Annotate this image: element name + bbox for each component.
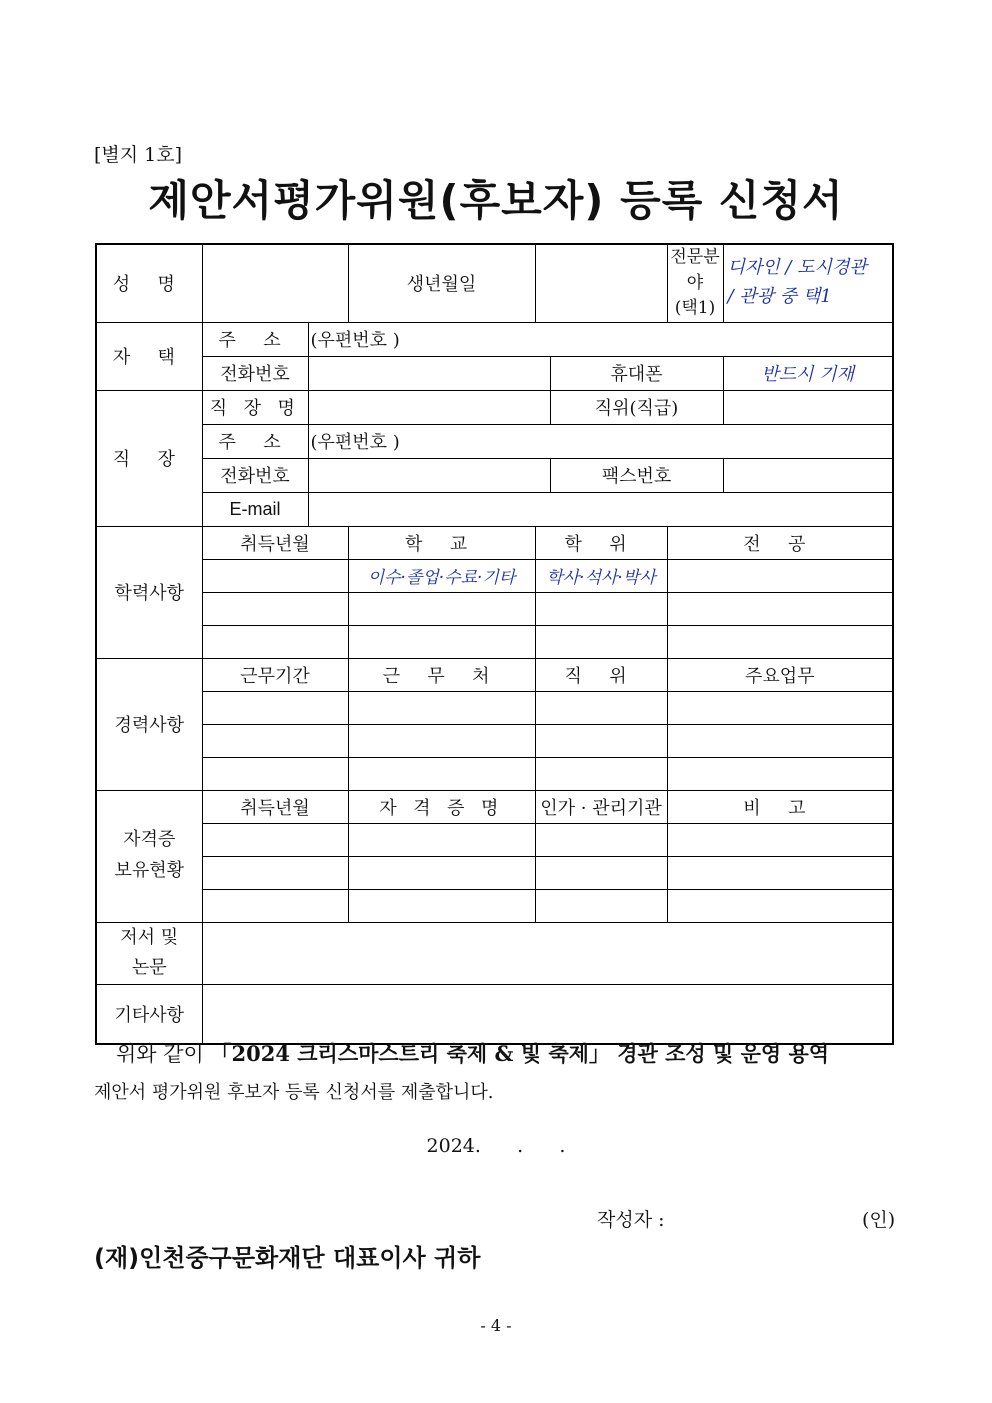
field-hint[interactable]: 디자인 / 도시경관 / 관광 중 택1 <box>723 244 893 322</box>
registration-form-table <box>95 243 894 1045</box>
addressee: (재)인천중구문화재단 대표이사 귀하 <box>94 1244 481 1272</box>
career-period-cell[interactable] <box>202 757 348 790</box>
name-label: 성 명 <box>96 244 202 322</box>
mobile-hint[interactable]: 반드시 기재 <box>723 356 893 390</box>
cert-authority-cell[interactable] <box>535 856 667 889</box>
edu-header-school: 학 교 <box>348 526 535 559</box>
name-input[interactable] <box>202 244 348 322</box>
seal-label: (인) <box>862 1209 896 1231</box>
annex-label: [별지 1호] <box>94 144 183 166</box>
cert-authority-cell[interactable] <box>535 889 667 922</box>
career-header-period: 근무기간 <box>202 658 348 691</box>
mobile-label: 휴대폰 <box>550 356 723 390</box>
cert-note-cell[interactable] <box>667 823 893 856</box>
career-workplace-cell[interactable] <box>348 691 535 724</box>
cert-name-cell[interactable] <box>348 889 535 922</box>
statement-project-name: 「2024 크리스마스트리 축제 & 빛 축제」 경관 조성 및 운영 용역 <box>210 1041 830 1066</box>
education-label: 학력사항 <box>96 526 202 658</box>
career-duties-cell[interactable] <box>667 757 893 790</box>
application-date: 2024. . . <box>426 1135 566 1157</box>
home-address-input[interactable]: (우편번호 ) <box>308 322 893 356</box>
cert-note-cell[interactable] <box>667 856 893 889</box>
edu-date-cell[interactable] <box>202 625 348 658</box>
edu-school-cell[interactable] <box>348 592 535 625</box>
home-label: 자 택 <box>96 322 202 390</box>
career-header-position: 직 위 <box>535 658 667 691</box>
career-workplace-cell[interactable] <box>348 757 535 790</box>
career-workplace-cell[interactable] <box>348 724 535 757</box>
edu-header-major: 전 공 <box>667 526 893 559</box>
writer-label: 작성자 : <box>597 1209 665 1231</box>
statement-prefix: 위와 같이 <box>116 1042 211 1066</box>
publications-label: 저서 및 논문 <box>96 922 202 984</box>
cert-date-cell[interactable] <box>202 889 348 922</box>
edu-school-cell[interactable] <box>348 625 535 658</box>
cert-header-note: 비 고 <box>667 790 893 823</box>
edu-date-cell[interactable] <box>202 592 348 625</box>
etc-label: 기타사항 <box>96 984 202 1044</box>
home-phone-input[interactable] <box>308 356 550 390</box>
company-input[interactable] <box>308 390 550 424</box>
cert-name-cell[interactable] <box>348 823 535 856</box>
edu-degree-cell[interactable] <box>535 592 667 625</box>
edu-header-degree: 학 위 <box>535 526 667 559</box>
career-position-cell[interactable] <box>535 691 667 724</box>
work-address-input[interactable]: (우편번호 ) <box>308 424 893 458</box>
statement-line2: 제안서 평가위원 후보자 등록 신청서를 제출합니다. <box>94 1082 494 1103</box>
cert-date-cell[interactable] <box>202 856 348 889</box>
cert-header-name: 자 격 증 명 <box>348 790 535 823</box>
fax-input[interactable] <box>723 458 893 492</box>
birth-input[interactable] <box>535 244 667 322</box>
edu-degree-hint[interactable]: 학사·석사·박사 <box>535 559 667 592</box>
page-number: - 4 - <box>480 1316 512 1335</box>
career-period-cell[interactable] <box>202 724 348 757</box>
career-period-cell[interactable] <box>202 691 348 724</box>
edu-school-hint[interactable]: 이수·졸업·수료·기타 <box>348 559 535 592</box>
cert-header-date: 취득년월 <box>202 790 348 823</box>
edu-header-date: 취득년월 <box>202 526 348 559</box>
edu-date-cell[interactable] <box>202 559 348 592</box>
position-label: 직위(직급) <box>550 390 723 424</box>
birth-label: 생년월일 <box>348 244 535 322</box>
cert-authority-cell[interactable] <box>535 823 667 856</box>
field-label: 전문분야 (택1) <box>667 244 723 322</box>
edu-major-cell[interactable] <box>667 559 893 592</box>
etc-input[interactable] <box>202 984 893 1044</box>
edu-major-cell[interactable] <box>667 592 893 625</box>
career-position-cell[interactable] <box>535 724 667 757</box>
edu-degree-cell[interactable] <box>535 625 667 658</box>
cert-date-cell[interactable] <box>202 823 348 856</box>
career-duties-cell[interactable] <box>667 691 893 724</box>
home-phone-label: 전화번호 <box>202 356 308 390</box>
company-label: 직 장 명 <box>202 390 308 424</box>
document-title: 제안서평가위원(후보자) 등록 신청서 <box>148 176 844 225</box>
cert-name-cell[interactable] <box>348 856 535 889</box>
work-address-label: 주 소 <box>202 424 308 458</box>
work-phone-input[interactable] <box>308 458 550 492</box>
publications-input[interactable] <box>202 922 893 984</box>
career-label: 경력사항 <box>96 658 202 790</box>
statement-line1 <box>94 1038 894 1068</box>
career-header-duties: 주요업무 <box>667 658 893 691</box>
career-position-cell[interactable] <box>535 757 667 790</box>
cert-header-authority: 인가 · 관리기관 <box>535 790 667 823</box>
career-header-workplace: 근 무 처 <box>348 658 535 691</box>
fax-label: 팩스번호 <box>550 458 723 492</box>
certificate-label: 자격증 보유현황 <box>96 790 202 922</box>
home-address-label: 주 소 <box>202 322 308 356</box>
work-label: 직 장 <box>96 390 202 526</box>
email-label: E-mail <box>202 492 308 526</box>
career-duties-cell[interactable] <box>667 724 893 757</box>
position-input[interactable] <box>723 390 893 424</box>
edu-major-cell[interactable] <box>667 625 893 658</box>
cert-note-cell[interactable] <box>667 889 893 922</box>
email-input[interactable] <box>308 492 893 526</box>
work-phone-label: 전화번호 <box>202 458 308 492</box>
